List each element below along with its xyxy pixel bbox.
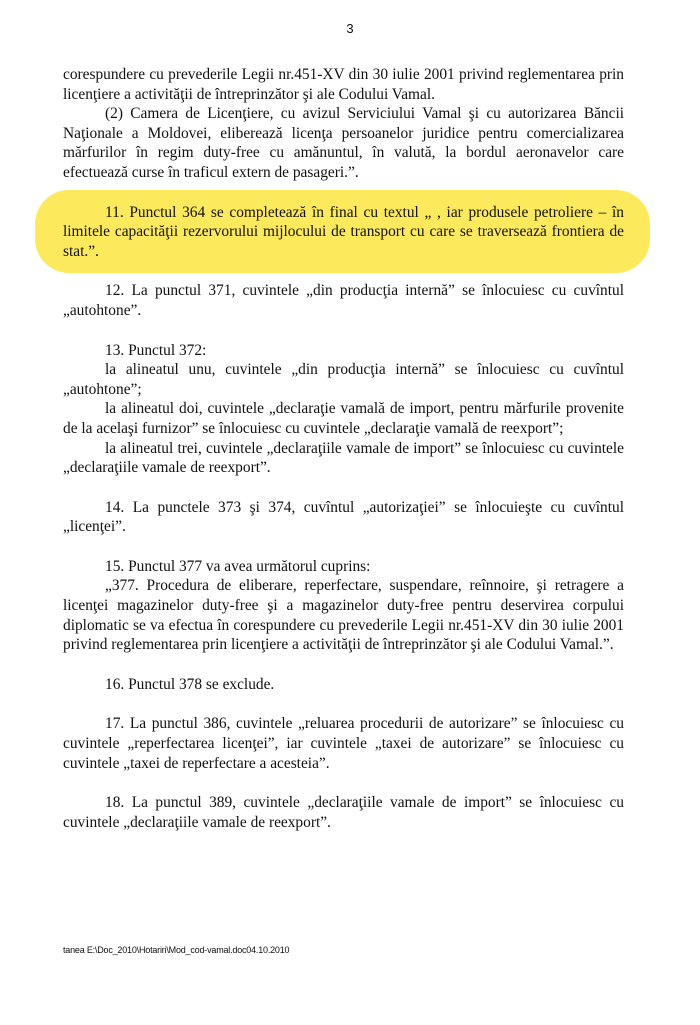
paragraph-item-15-quote: „377. Procedura de eliberare, reperfectare, suspendare, reînnoire, şi retragere a licenţei magazinelor duty-free şi a magazinelor duty-free pentru deservirea corpului diplomatic se va efectua în corespundere cu prevederile Legii nr.451-XV din 30 iulie 2001 privind reglementarea prin licenţiere a activităţii de întreprinzător şi ale Codului Vamal.”.: [63, 577, 624, 654]
page-number: 3: [346, 21, 354, 36]
paragraph-item-13: 13. Punctul 372:: [105, 341, 207, 359]
document-body: [63, 65, 624, 832]
paragraph-item-12: 12. La punctul 371, cuvintele „din producţia internă” se înlocuiesc cu cuvîntul „autohtone”.: [63, 282, 624, 319]
paragraph-item-17: 17. La punctul 386, cuvintele „reluarea procedurii de autorizare” se înlocuiesc cu cuvintele „reperfectarea licenţei”, iar cuvintele „taxei de autorizare” se înlocuiesc cu cuvintele „taxei de reperfectare a acesteia”.: [63, 715, 624, 772]
paragraph-item-18: 18. La punctul 389, cuvintele „declaraţiile vamale de import” se înlocuiesc cu cuvintele „declaraţiile vamale de reexport”.: [63, 794, 624, 831]
paragraph-item-13-alineat-2: la alineatul doi, cuvintele „declaraţie vamală de import, pentru mărfurile provenite de la acelaşi furnizor” se înlocuiesc cu cuvintele „declaraţie vamală de reexport”;: [63, 400, 624, 437]
paragraph-item-13-alineat-3: la alineatul trei, cuvintele „declaraţiile vamale de import” se înlocuiesc cu cuvintele „declaraţiile vamale de reexport”.: [63, 439, 624, 477]
paragraph-item-15: 15. Punctul 377 va avea următorul cuprins:: [105, 557, 371, 575]
paragraph-continuation: corespundere cu prevederile Legii nr.451-XV din 30 iulie 2001 privind reglementarea prin licenţiere a activităţii de întreprinzător şi ale Codului Vamal.: [63, 66, 624, 103]
paragraph-item-11: 11. Punctul 364 se completează în final cu textul „ , iar produsele petroliere – în limitele capacităţii rezervorului mijlocului de transport cu care se traversează frontiera de stat.”.: [63, 203, 624, 260]
paragraph-licensing-chamber: (2) Camera de Licenţiere, cu avizul Serviciului Vamal şi cu autorizarea Băncii Naţionale a Moldovei, eliberează licenţa persoanelor juridice pentru comercializarea mărfurilor în regim duty-free cu amănuntul, în valută, la bordul aeronavelor care efectuează curse în traficul extern de pasageri.”.: [63, 105, 624, 181]
paragraph-item-13-alineat-1: la alineatul unu, cuvintele „din producţia internă” se înlocuiesc cu cuvîntul „autohtone”;: [63, 361, 624, 398]
footer-file-path: tanea E:\Doc_2010\Hotariri\Mod_cod-vamal.doc04.10.2010: [63, 945, 290, 955]
paragraph-item-16: 16. Punctul 378 se exclude.: [105, 675, 275, 693]
highlighted-block: [63, 203, 624, 262]
paragraph-item-14: 14. La punctele 373 şi 374, cuvîntul „autorizaţiei” se înlocuieşte cu cuvîntul „licenţei”.: [63, 498, 624, 536]
